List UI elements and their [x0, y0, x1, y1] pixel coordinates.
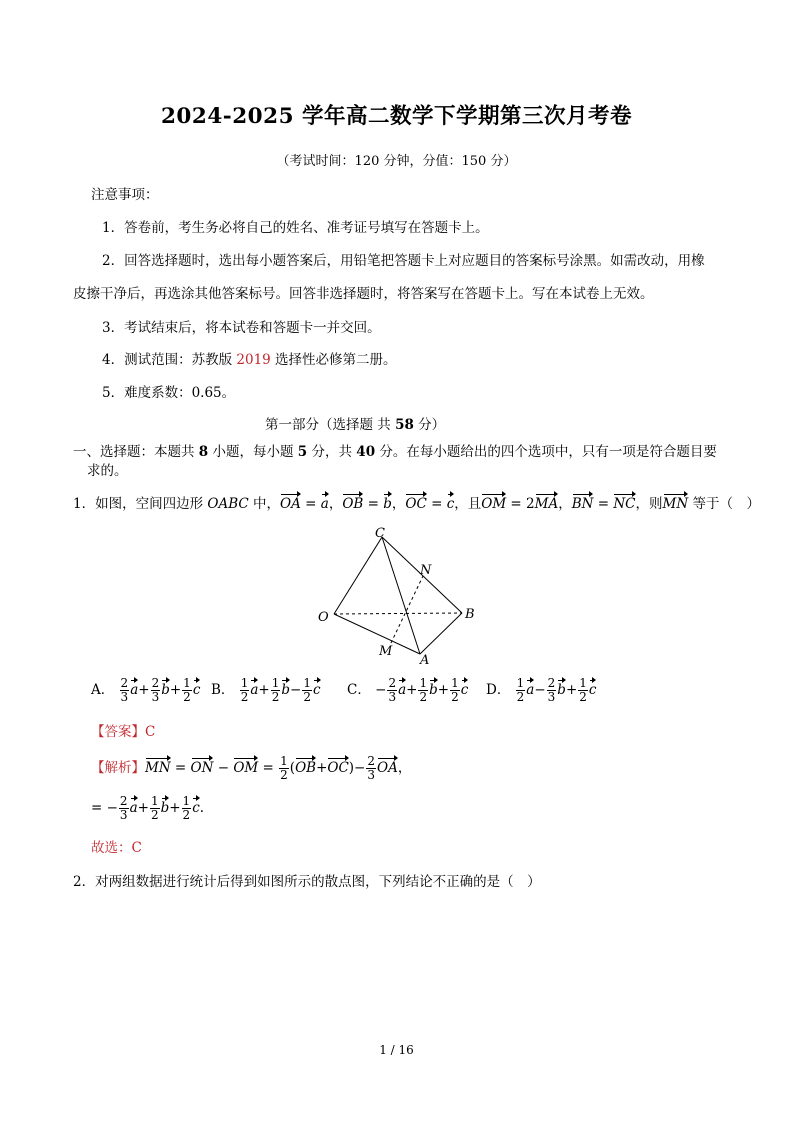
fraction: $\frac{2}{3}$	[547, 676, 556, 705]
eq-sign: =	[363, 496, 384, 512]
option-a-label: A．	[91, 682, 115, 699]
label-c: C	[375, 526, 385, 541]
fraction: $\frac{1}{2}$	[280, 754, 288, 783]
page-title: 2024-2025 学年高二数学下学期第三次月考卷	[160, 104, 633, 129]
edge-ob-hidden	[334, 613, 462, 614]
notice-item-1: 1．答卷前，考生务必将自己的姓名、准考证号填写在答题卡上。	[102, 220, 489, 236]
vec-oa: OA	[280, 493, 301, 512]
vec-b: b	[383, 493, 392, 512]
vec-c: c	[192, 797, 200, 816]
intro-b: 小题，每小题	[208, 444, 298, 460]
intro-c: 分，共	[307, 444, 357, 460]
fraction: $\frac{2}{3}$	[388, 676, 397, 705]
vec-bn: BN	[572, 493, 594, 512]
q1-mid: 中，	[248, 496, 281, 512]
notice-item-2: 2．回答选择题时，选出每小题答案后，用铅笔把答题卡上对应题目的答案标号涂黑。如需改动，用橡	[102, 253, 705, 269]
vec-om: OM	[481, 493, 506, 512]
fraction: $\frac{1}{2}$	[516, 676, 525, 705]
vec-b: b	[557, 679, 566, 698]
answer-value: C	[145, 724, 156, 740]
edge-oa	[334, 614, 420, 654]
fraction: $\frac{2}{3}$	[367, 754, 376, 783]
vec-a: a	[130, 679, 138, 698]
vec-nc: NC	[613, 493, 635, 512]
fraction: $\frac{1}{2}$	[240, 676, 249, 705]
notice-item-4-year: 2019	[236, 352, 271, 368]
fraction: $\frac{1}{2}$	[271, 676, 280, 705]
tetrahedron-figure	[310, 522, 490, 672]
eq-sign: =	[593, 496, 614, 512]
section-intro	[73, 440, 717, 460]
option-c-label: C．	[347, 682, 371, 699]
eq-sign: =	[426, 496, 447, 512]
option-b-label: B．	[211, 682, 235, 699]
option-b: B． $\frac{1}{2}$ a+ $\frac{1}{2}$ b− $\frac{1}{2}$ c	[211, 676, 321, 705]
vec-on: ON	[191, 757, 214, 776]
vec-a: a	[321, 493, 329, 512]
q1-end: 等于（ ）	[688, 496, 760, 512]
analysis-tag: 【解析】	[91, 760, 145, 777]
question-1-stem	[73, 492, 760, 512]
vec-c: c	[461, 679, 469, 698]
exam-info: （考试时间：120 分钟，分值：150 分）	[276, 154, 517, 169]
q1-tail: ，则	[635, 496, 663, 512]
vec-b: b	[429, 679, 438, 698]
segment-mn	[391, 576, 423, 643]
vec-a: a	[130, 797, 138, 816]
notice-item-4-prefix: 4．测试范围：苏教版	[102, 352, 237, 368]
q1-prefix: 1．如图，空间四边形	[73, 496, 208, 512]
fraction: $\frac{2}{3}$	[151, 676, 160, 705]
vec-oa: OA	[377, 757, 398, 776]
vec-a: a	[398, 679, 406, 698]
intro-n3: 40	[356, 444, 376, 460]
vec-b: b	[161, 797, 170, 816]
fraction: $\frac{1}{2}$	[303, 676, 311, 705]
option-a: A． $\frac{2}{3}$ a+ $\frac{2}{3}$ b+ $\frac{1}{2}$ c	[91, 676, 201, 705]
label-m: M	[379, 644, 393, 659]
fraction: $\frac{1}{2}$	[183, 676, 191, 705]
intro-d: 分。在每小题给出的四个选项中，只有一项是符合题目要	[375, 444, 717, 460]
choose-line: 故选：C	[91, 840, 142, 856]
page-number: 1 / 16	[379, 1043, 414, 1057]
label-a: A	[420, 653, 430, 668]
q1-shape: OABC	[207, 496, 249, 512]
fraction: $\frac{1}{2}$	[579, 676, 587, 705]
edge-co	[334, 537, 382, 614]
vec-oc: OC	[405, 493, 426, 512]
option-d-label: D．	[486, 682, 511, 699]
notice-item-2-cont: 皮擦干净后，再选涂其他答案标号。回答非选择题时，将答案写在答题卡上。写在本试卷上无效。	[73, 286, 654, 302]
coef-2: 2	[526, 496, 535, 512]
vec-ma: MA	[535, 493, 559, 512]
vec-c: c	[589, 679, 597, 698]
q1-sep: ，	[558, 496, 572, 512]
part-title-b: 分）	[413, 417, 446, 433]
analysis-line: 【解析】MN = ON − OM = $\frac{1}{2}$ (OB+OC)− $\frac{2}{3}$ OA，	[91, 754, 412, 783]
vec-om: OM	[233, 757, 258, 776]
fraction: $\frac{2}{3}$	[120, 676, 129, 705]
vec-a: a	[526, 679, 534, 698]
fraction: $\frac{1}{2}$	[150, 794, 159, 823]
intro-a: 一、选择题：本题共	[73, 444, 199, 460]
vec-oc: OC	[327, 757, 348, 776]
fraction: $\frac{1}{2}$	[419, 676, 428, 705]
answer-tag: 【答案】	[91, 724, 145, 740]
edge-ab	[420, 613, 462, 654]
notice-item-3: 3．考试结束后，将本试卷和答题卡一并交回。	[102, 320, 381, 336]
part-title	[265, 413, 445, 433]
q1-sep: ，	[328, 496, 343, 512]
vec-ob: OB	[342, 493, 363, 512]
option-c: C． − $\frac{2}{3}$ a+ $\frac{1}{2}$ b+ $\frac{1}{2}$ c	[347, 676, 469, 705]
fraction: $\frac{2}{3}$	[119, 794, 128, 823]
eq-sign: =	[506, 496, 527, 512]
part-title-a: 第一部分（选择题 共	[265, 417, 396, 433]
vec-ob: OB	[295, 757, 316, 776]
question-2-stem: 2．对两组数据进行统计后得到如图所示的散点图，下列结论不正确的是（ ）	[73, 874, 541, 890]
intro-n1: 8	[198, 444, 209, 460]
answer-line	[91, 720, 155, 740]
vec-c: c	[313, 679, 321, 698]
vec-c: c	[447, 493, 455, 512]
option-d: D． $\frac{1}{2}$ a− $\frac{2}{3}$ b+ $\frac{1}{2}$ c	[486, 676, 597, 705]
part-title-score: 58	[395, 417, 414, 433]
notice-heading: 注意事项：	[91, 187, 159, 203]
q1-sep: ，	[391, 496, 406, 512]
analysis-result: = − $\frac{2}{3}$ a+ $\frac{1}{2}$ b+ $\frac{1}{2}$ c.	[91, 794, 205, 823]
vec-a: a	[250, 679, 258, 698]
fraction: $\frac{1}{2}$	[451, 676, 459, 705]
label-o: O	[318, 610, 329, 625]
vec-mn: MN	[663, 493, 689, 512]
notice-item-4-suffix: 选择性必修第二册。	[270, 352, 397, 368]
section-intro-cont: 求的。	[87, 463, 128, 479]
vec-c: c	[193, 679, 201, 698]
eq-sign: =	[300, 496, 321, 512]
vec-mn: MN	[145, 757, 171, 776]
intro-n2: 5	[297, 444, 308, 460]
notice-item-5: 5．难度系数：0.65。	[102, 385, 236, 401]
notice-item-4	[102, 348, 397, 368]
label-n: N	[420, 563, 432, 578]
q1-cond: ，且	[454, 496, 482, 512]
vec-b: b	[281, 679, 290, 698]
label-b: B	[465, 607, 475, 622]
vec-b: b	[161, 679, 170, 698]
fraction: $\frac{1}{2}$	[182, 794, 191, 823]
